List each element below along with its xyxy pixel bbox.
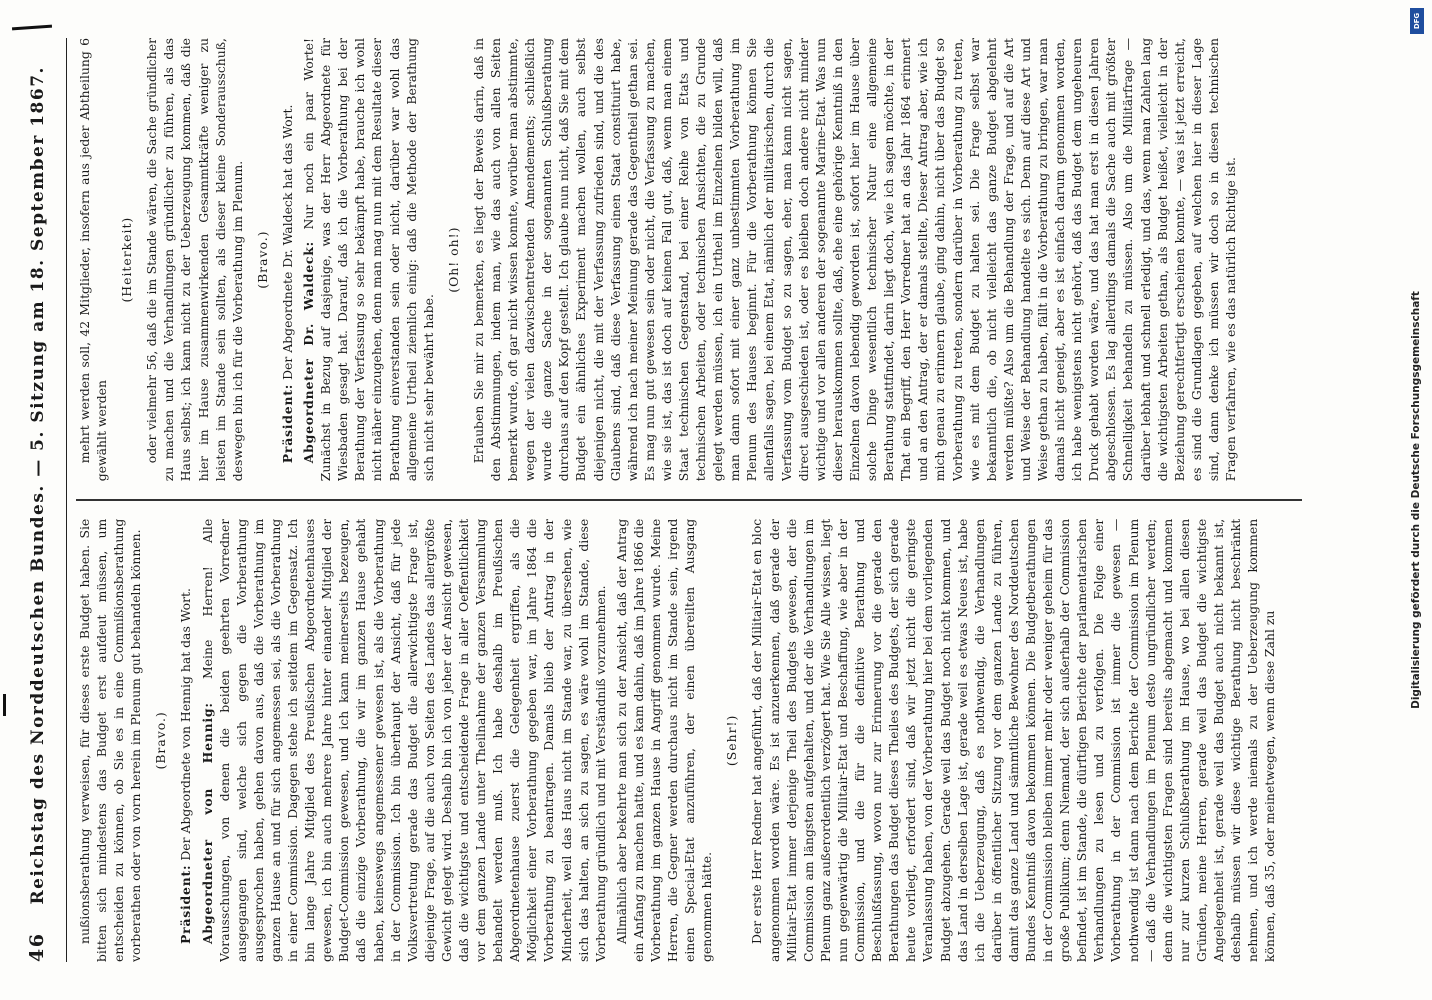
paragraph [177, 519, 194, 962]
page-number: 46 [26, 932, 48, 962]
reaction: (Oh! oh!) [445, 226, 461, 293]
reaction: (Bravo.) [254, 230, 270, 289]
speaker-label: Abgeordneter Dr. Waldeck: [301, 240, 317, 464]
paragraph: oder vielmehr 56, daß die im Stande wären, die Sache gründlicher zu machen und die Verhandlungen gründlicher zu führen, als das Haus selbst; ich kann nicht zu der Ueberzeugung kommen, daß die hier im Hause zusammenwirkenden Gesammtkräfte weniger zu leisten im Stande sein sollten, als dieser kleine Sonderausschuß, deswegen bin ich für die Vorberathung im Plenum. [144, 38, 245, 482]
paragraph: Erlauben Sie mir zu bemerken, es liegt der Beweis darin, daß in den Abstimmungen, indem man, wie das auch von allen Seiten bemerkt wurde, oft gar nicht wissen konnte, worüber man abstimmte, wegen der vielen dazwischentretenden Amendements; schließlich wurde die ganze Sache in der sogenannten Schlußberathung durchaus auf den Kopf gestellt. Ich glaube nun nicht, daß Sie mit dem Budget ein ähnliches Experiment machen wollen, auch selbst diejenigen nicht, die mit der Verfassung zufrieden sind, und die des Glaubens sind, daß diese Verfassung einen Staat constituirt habe, während ich nach meiner Meinung gerade das Gegentheil gethan sei. Es mag nun gut gewesen sein oder nicht, die Verfassung zu machen, wie sie ist, das ist doch auf keinen Fall gut, daß, wenn man einem Staat technischen Gegenstand, bei einer Reihe von Etats und technischen Arbeiten, oder technischen Ansichten, die zu Grunde gelegt werden müssen, ich ein Urtheil im Einzelnen bilden will, daß man dann sofort mit einer ganz unbestimmten Vorberathung im Plenum des Hauses beginnt. Für die Vorberathung können Sie allenfalls sagen, bei einem Etat, nämlich der militairischen, durch die Verfassung vom Budget so zu sagen, eher, man kann nicht sagen, direct ausgeschieden ist, oder es bleiben doch andere nicht minder wichtige und vor allen anderen der sogenannte Marine-Etat. Was nun dieser herauskommen sollte, daß, ehe eine gehörige Kenntniß in den Einzelnen davon lebendig geworden ist, sofort hier im Hause über solche Dinge wesentlich technischer Natur eine allgemeine Berathung stattfindet, darin liegt doch, wie ich sagen möchte, in der That ein Begriff, den Herr Vorredner hat an das Jahr 1864 erinnert und an den Antrag, der er damals stellte, Dieser Antrag aber, wie ich mich genau zu erinnern glaube, ging dahin, nicht über das Budget so Vorberathung zu treten, sondern darüber in Vorberathung zu treten, wie es mit dem Budget zu halten sei. Die Frage selbst war bekanntlich die, ob nicht vielleicht das ganze Budget abgelehnt werden müßte? Also um die Behandlung der Frage, und auf die Art und Weise der Behandlung handelte es sich. Denn auf diese Art und Weise gethan zu haben, fällt in die Vorberathung zu bringen, war man damals nicht geneigt, aber es ist einfach darum genommen worden, ich habe wenigstens nicht gehört, daß das Budget dem ungeheuren Druck gehabt worden wäre, und das hat man erst in diesen Jahren abgeschlossen. Es lag allerdings damals die Sache auch mit größter Schnelligkeit behandeln zu müssen. Also um die Militärfrage — darüber lebhaft und schnell erledigt, und das, wenn man Zahlen lang die wichtigsten Arbeiten gethan, als Budget heißet, vielleicht in der Beziehung gerechtfertigt erscheinen konnte, — was ist jetzt erreicht, es sind die Grundlagen gegeben, auf welchen hier in dieser Lage sind, dann denke ich müssen wir doch so in diesen technischen Fragen verfahren, wie es das natürlich Richtige ist. [470, 38, 1238, 482]
running-title [28, 38, 48, 933]
rotated-page [20, 20, 1310, 980]
paragraph: Der erste Herr Redner hat angeführt, daß der Militair-Etat en bloc angenommen worden wäre. Es ist anzuerkennen, daß gerade der Militair-Etat immer derjenige Theil des Budgets gewesen, der die Commission am längsten aufgehalten, und der die Verhandlungen im Plenum ganz außerordentlich verzögert hat. Wie Sie Alle wissen, liegt nun gegenwärtig die Militair-Etat und Beschaffung, wie aber in der Commission, und die für die definitive Berathung und Beschlußfassung, wovon nur zur Erinnerung vor die gerade den Berathungen das Budget dieses Theiles des Budgets, der sich gerade heute vorliegt, erfordert sind, daß wir jetzt nicht die geringste Veranlassung haben, von der Vorberathung hier bei dem vorliegenden Budget abzugehen. Gerade weil das Budget noch nicht kommen, und das Land in derselben Lage ist, gerade weil es etwas Neues ist, habe ich die Ueberzeugung, daß es nothwendig, die Verhandlungen darüber in öffentlicher Sitzung vor dem ganzen Lande zu führen, damit das ganze Land und sämmtliche Bewohner des Norddeutschen Bundes Kenntniß davon bekommen können. Die Budgetberathungen in der Commission bleiben immer mehr oder weniger geheim für das große Publikum; denn Niemand, der sich außerhalb der Commission befindet, ist im Stande, die dürftigen Berichte der parlamentarischen Verhandlungen zu lesen und zu verfolgen. Die Folge einer Vorberathung in der Commission ist immer die gewesen — nothwendig ist dann nach dem Berichte der Commission im Plenum — daß die Verhandlungen im Plenum desto ungründlicher werden; denn die wichtigsten Fragen sind bereits abgemacht und kommen nur zur kurzen Schlußberathung im Hause, wo bei allen diesen Gründen, meine Herren, gerade weil das Budget die wichtigste Angelegenheit ist, gerade weil das Budget auch nicht bekannt ist, deshalb müssen wir diese wichtige Berathung nicht beschränkt nehmen, und ich werde niemals zu der Ueberzeugung kommen können, daß 35, oder meinetwegen, wenn diese Zahl zu [749, 518, 1278, 962]
paragraph-text: Der Abgeordnete von Hennig hat das Wort. [178, 588, 194, 861]
paragraph-text: Meine Herren! Alle Vorausschungen, von denen die beiden geehrten Vorredner ausgegangen sind, welche sich gegen die Vorberathung ausgesprochen haben, gehen davon aus, daß die Vorberathung im ganzen Hause an und für sich angemessen sei, als die Vorberathung in einer Commission. Dagegen stehe ich seitdem im Gegensatz. Ich bin lange Jahre Mitglied des Preußischen Abgeordnetenhauses gewesen, ich bin auch mehrere Jahre hinter einander Mitglied der Budget-Commission gewesen, und ich kann meinerseits bezeugen, daß die einzige Vorberathung, die wir im ganzen Hause gehabt haben, keineswegs angemessener gewesen ist, als die Vorberathung in der Commission. Ich bin überhaupt der Ansicht, daß für jede Volksvertretung gerade das Budget die allerwichtigste Frage ist, diejenige Frage, auf die auch von Seiten des Landes das allergrößte Gewicht gelegt wird. Deshalb bin ich von jeher der Ansicht gewesen, daß die wichtigste und entscheidende Frage in aller Oeffentlichkeit vor dem ganzen Lande unter Theilnahme der ganzen Versammlung behandelt werden muß. Ich habe deshalb im Preußischen Abgeordnetenhause zuerst die Gelegenheit ergriffen, als die Möglichkeit einer Vorberathung gegeben war, im Jahre 1864 die Vorberathung zu beantragen. Damals blieb der Antrag in der Minderheit, weil das Haus nicht im Stande war, zu übersehen, wie sich das halten, an sich zu sagen, es wäre wohl im Stande, diese Vorberathung gründlich und mit Verständniß vorzunehmen. [199, 518, 608, 962]
digitization-credit: Digitalisierung gefördert durch die Deutsche Forschungsgemeinschaft [1410, 291, 1422, 709]
text-columns [76, 38, 1302, 962]
speaker-label: Abgeordneter von Hennig: [199, 702, 215, 944]
running-header [26, 38, 67, 962]
paragraph: nußionsberathung verweisen, für dieses erste Budget haben. Sie bitten sich mindestens das Budget erst aufdeut müssen, um entscheiden zu können, ob Sie es in eine Commißionsberathung vorberathen oder von vorn herein im Plenum gut behandeln können. [77, 518, 144, 962]
paragraph-text: Der Abgeordnete Dr. Waldeck hat das Wort. [279, 104, 295, 380]
paragraph-text: Nur noch ein paar Worte! Zunächst in Bezug auf dasjenige, was der Herr Abgeordnete für Wiesbaden gesagt hat. Darauf, daß ich die Vorberathung bei der Berathung der Verfassung so sehr bekämpft habe, brauche ich wohl nicht näher einzugehen, denn man mag nun mit dem Resultate dieser Berathung einverstanden sein oder nicht, darüber war wohl das allgemeine Urtheil ziemlich einig: daß die Methode der Berathung sich nicht sehr bewährt habe. [301, 38, 436, 482]
dfg-logo [1410, 8, 1424, 34]
dfg-logo-text: DFG [1413, 12, 1421, 30]
paragraph [199, 519, 609, 962]
paragraph: Allmählich aber bekehrte man sich zu der Ansicht, daß der Antrag ein Anfang zu machen hatte, und es kam dahin, daß im Jahre 1866 die Vorberathung im ganzen Hause in Angriff genommen wurde. Meine Herren, die Gegner werden durchaus nicht im Stande sein, irgend einen Special-Etat anzuführen, der einen übereilten Ausgang genommen hätte. [613, 518, 715, 962]
speaker-label: Präsident: [279, 383, 295, 464]
column-right [76, 38, 1302, 481]
column-left [76, 519, 1302, 962]
title-left: Reichstag des Norddeutschen Bundes. [28, 484, 48, 905]
reaction: (Heiterkeit) [119, 216, 135, 303]
title-right: 5. Sitzung am 18. September 1867. [28, 66, 48, 451]
reaction: (Sehr!) [724, 714, 740, 767]
paragraph: mehrt werden soll, 42 Mitglieder, insofern aus jeder Abtheilung 6 gewählt werden [77, 38, 110, 482]
title-dash: — [28, 458, 48, 477]
paragraph [279, 38, 296, 481]
scan-artifact [3, 694, 6, 716]
speaker-label: Präsident: [178, 864, 194, 944]
column-divider [76, 499, 1302, 501]
paragraph [300, 38, 437, 481]
reaction: (Bravo.) [153, 711, 169, 770]
